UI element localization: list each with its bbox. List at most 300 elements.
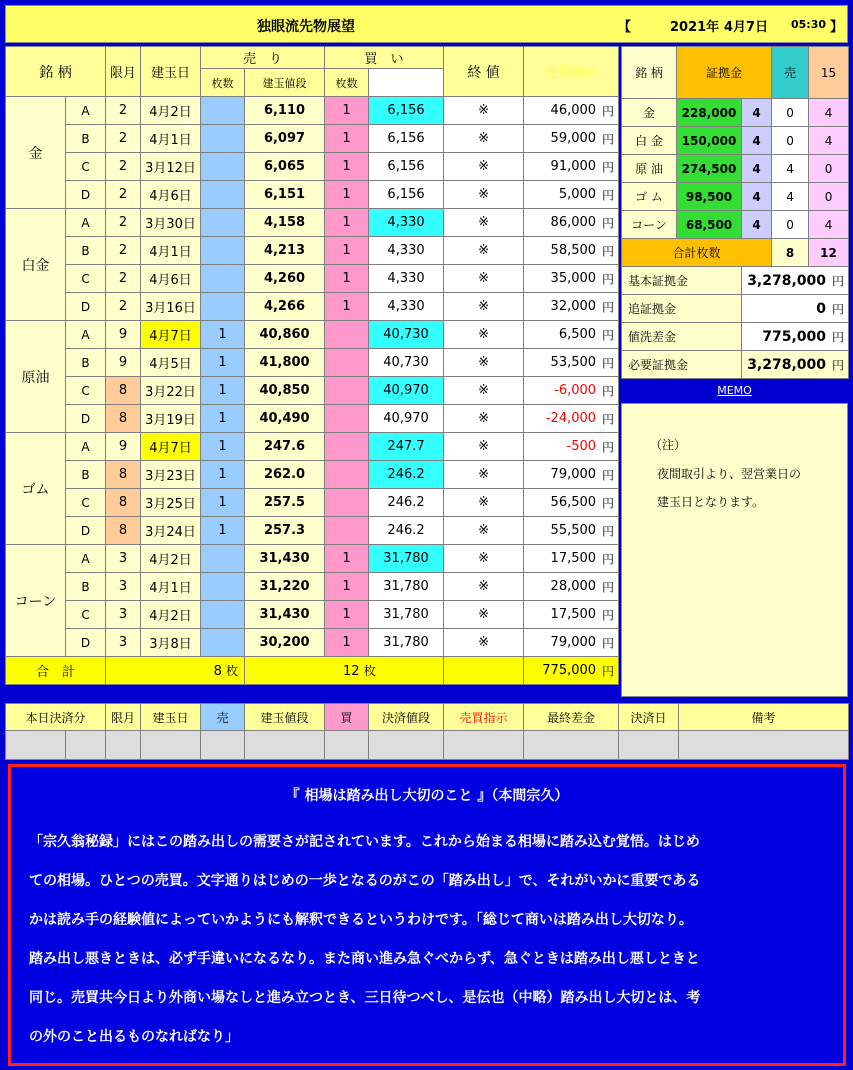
yen-unit: 円: [602, 272, 615, 286]
entry-date: 4月7日: [141, 321, 201, 349]
quote-line: ての相場。ひとつの売買。文字通りはじめの一歩となるのがこの「踏み出し」で、それがいかに重要である: [29, 873, 701, 889]
buy-qty: 1: [325, 265, 369, 293]
header-buy: 買 い: [325, 47, 444, 69]
yen-unit: 円: [602, 412, 615, 426]
contract-month: 8: [106, 489, 141, 517]
yen-unit: 円: [602, 580, 615, 594]
header-sell-qty: 枚数: [201, 69, 245, 97]
sell-qty: 1: [201, 433, 245, 461]
position-row: [6, 293, 619, 321]
position-row: [6, 237, 619, 265]
quote-title: 『 相場は踏み出し大切のこと 』（本間宗久）: [285, 788, 569, 804]
position-row: [6, 461, 619, 489]
contract-month: 2: [106, 125, 141, 153]
sell-qty: [201, 573, 245, 601]
diff-value: 32,000: [550, 299, 597, 314]
header-buy-qty: 枚数: [325, 69, 369, 97]
summary-value: [742, 351, 849, 379]
settlement-header: 売: [201, 704, 245, 731]
close-price: 4,330: [369, 237, 444, 265]
buy-qty: 1: [325, 293, 369, 321]
close-price: 31,780: [369, 629, 444, 657]
yen-unit: 円: [832, 274, 845, 288]
commodity-name: 金: [6, 97, 66, 209]
sell-qty: 1: [201, 349, 245, 377]
sell-qty: [201, 237, 245, 265]
contract-month: 8: [106, 377, 141, 405]
position-row: [6, 125, 619, 153]
summary-amount: 0: [816, 300, 827, 317]
quote-body: [29, 823, 829, 1057]
settlement-cell[interactable]: [245, 731, 325, 760]
trade-signal: ※: [444, 97, 524, 125]
entry-price: 31,430: [245, 601, 325, 629]
contract-label: B: [66, 461, 106, 489]
position-row: [6, 181, 619, 209]
mark-to-market: [524, 153, 619, 181]
diff-value: 46,000: [550, 103, 597, 118]
entry-price: 4,213: [245, 237, 325, 265]
yen-unit: 円: [602, 300, 615, 314]
diff-value: 56,500: [550, 495, 597, 510]
buy-qty: [325, 321, 369, 349]
bracket-open: 【: [618, 20, 632, 35]
entry-date: 3月24日: [141, 517, 201, 545]
entry-price: 4,158: [245, 209, 325, 237]
yen-unit: 円: [602, 356, 615, 370]
contract-label: C: [66, 377, 106, 405]
diff-value: 86,000: [550, 215, 597, 230]
margin-count: 4: [742, 211, 772, 239]
sell-qty: 1: [201, 461, 245, 489]
diff-value: 91,000: [550, 159, 597, 174]
diff-value: -500: [566, 439, 597, 454]
entry-price: 31,430: [245, 545, 325, 573]
contract-month: 2: [106, 265, 141, 293]
diff-value: -6,000: [554, 383, 597, 398]
total-label: 合 計: [6, 657, 106, 685]
sell-qty: 1: [201, 405, 245, 433]
settlement-header: 建玉値段: [245, 704, 325, 731]
settlement-cell[interactable]: [325, 731, 369, 760]
buy-qty: 1: [325, 601, 369, 629]
contract-month: 2: [106, 181, 141, 209]
trade-signal: ※: [444, 629, 524, 657]
buy-qty: 1: [325, 125, 369, 153]
mark-to-market: [524, 461, 619, 489]
entry-date: 4月2日: [141, 97, 201, 125]
mark-to-market: [524, 125, 619, 153]
memo-link[interactable]: MEMO: [717, 384, 752, 397]
entry-date: 4月2日: [141, 545, 201, 573]
close-price: 6,156: [369, 153, 444, 181]
entry-date: 4月6日: [141, 265, 201, 293]
mark-to-market: [524, 601, 619, 629]
contract-month: 8: [106, 517, 141, 545]
close-price: 246.2: [369, 489, 444, 517]
margin-buy: 0: [809, 155, 849, 183]
entry-date: 3月19日: [141, 405, 201, 433]
summary-label: 必要証拠金: [622, 351, 742, 379]
yen-unit: 円: [602, 636, 615, 650]
close-price: 246.2: [369, 517, 444, 545]
entry-price: 247.6: [245, 433, 325, 461]
entry-price: 262.0: [245, 461, 325, 489]
position-row: [6, 377, 619, 405]
entry-price: 4,260: [245, 265, 325, 293]
margin-summary-row: [622, 351, 849, 379]
diff-value: 79,000: [550, 635, 597, 650]
mark-to-market: [524, 321, 619, 349]
buy-qty: 1: [325, 97, 369, 125]
entry-price: 6,065: [245, 153, 325, 181]
mark-to-market: [524, 629, 619, 657]
memo-panel: [621, 403, 848, 697]
entry-date: 4月1日: [141, 125, 201, 153]
yen-unit: 円: [602, 608, 615, 622]
header-sell: 売 り: [201, 47, 325, 69]
yen-unit: 円: [602, 524, 615, 538]
summary-label: 追証拠金: [622, 295, 742, 323]
margin-row: [622, 155, 849, 183]
yen-unit: 円: [602, 188, 615, 202]
summary-value: [742, 323, 849, 351]
side-header-sell: 売: [772, 47, 809, 99]
margin-buy: 0: [809, 183, 849, 211]
close-price: 31,780: [369, 573, 444, 601]
settlement-cell[interactable]: [619, 731, 679, 760]
position-row: [6, 433, 619, 461]
trade-signal: ※: [444, 489, 524, 517]
margin-commodity: 金: [622, 99, 677, 127]
settlement-header: 最終差金: [524, 704, 619, 731]
entry-price: 31,220: [245, 573, 325, 601]
diff-value: 58,500: [550, 243, 597, 258]
bracket-close: 】: [830, 20, 844, 35]
margin-sell: 0: [772, 211, 809, 239]
contract-label: D: [66, 517, 106, 545]
mark-to-market: [524, 545, 619, 573]
buy-qty: [325, 517, 369, 545]
settlement-header: 建玉日: [141, 704, 201, 731]
yen-unit: 円: [602, 552, 615, 566]
total-sell-qty: 8: [213, 664, 222, 679]
side-header-count: 15: [809, 47, 849, 99]
entry-date: 3月30日: [141, 209, 201, 237]
total-buy: [245, 657, 444, 685]
settlement-cell[interactable]: [444, 731, 524, 760]
entry-date: 4月7日: [141, 433, 201, 461]
mark-to-market: [524, 489, 619, 517]
commodity-name: 白金: [6, 209, 66, 321]
buy-qty: 1: [325, 181, 369, 209]
entry-price: 40,490: [245, 405, 325, 433]
close-price: 247.7: [369, 433, 444, 461]
contract-month: 2: [106, 293, 141, 321]
trade-signal: ※: [444, 125, 524, 153]
close-price: 6,156: [369, 97, 444, 125]
buy-qty: [325, 461, 369, 489]
summary-value: [742, 267, 849, 295]
position-row: [6, 601, 619, 629]
settlement-cell[interactable]: [524, 731, 619, 760]
settlement-cell[interactable]: [66, 731, 106, 760]
sell-qty: 1: [201, 321, 245, 349]
sell-qty: [201, 601, 245, 629]
header-entry-price: 建玉値段: [245, 69, 325, 97]
trade-signal: ※: [444, 209, 524, 237]
position-row: [6, 489, 619, 517]
mark-to-market: [524, 433, 619, 461]
buy-qty: 1: [325, 209, 369, 237]
yen-unit: 円: [602, 440, 615, 454]
position-row: [6, 349, 619, 377]
buy-qty: 1: [325, 237, 369, 265]
margin-sell: 0: [772, 99, 809, 127]
quote-line: 同じ。売買共今日より外商い場なしと進み立つとき、三日待つべし、是伝也（中略）踏み出し大切とは、考: [29, 990, 701, 1006]
time-display: 05:30: [791, 18, 827, 31]
margin-commodity: コーン: [622, 211, 677, 239]
settlement-header: 本日決済分: [6, 704, 106, 731]
close-price: 6,156: [369, 125, 444, 153]
entry-date: 4月6日: [141, 181, 201, 209]
entry-date: 3月23日: [141, 461, 201, 489]
contract-label: A: [66, 97, 106, 125]
position-row: [6, 405, 619, 433]
positions-table: [5, 46, 619, 685]
position-row: [6, 545, 619, 573]
yen-unit: 円: [602, 468, 615, 482]
entry-date: 4月1日: [141, 237, 201, 265]
trade-signal: ※: [444, 405, 524, 433]
contract-month: 9: [106, 321, 141, 349]
summary-label: 値洗差金: [622, 323, 742, 351]
contract-month: 9: [106, 349, 141, 377]
header-name: 銘 柄: [6, 47, 106, 97]
buy-qty: [325, 349, 369, 377]
summary-amount: 3,278,000: [747, 272, 827, 289]
buy-qty: [325, 377, 369, 405]
settlement-header: 買: [325, 704, 369, 731]
contract-month: 2: [106, 237, 141, 265]
trade-signal: ※: [444, 517, 524, 545]
close-price: 4,330: [369, 265, 444, 293]
entry-price: 40,860: [245, 321, 325, 349]
settlement-cell[interactable]: [6, 731, 66, 760]
total-diff-unit: 円: [602, 664, 615, 678]
close-price: 4,330: [369, 293, 444, 321]
margin-sell: 4: [772, 183, 809, 211]
contract-label: C: [66, 601, 106, 629]
entry-date: 4月5日: [141, 349, 201, 377]
mark-to-market: [524, 265, 619, 293]
close-price: 6,156: [369, 181, 444, 209]
sell-qty: [201, 629, 245, 657]
position-row: [6, 517, 619, 545]
summary-amount: 775,000: [762, 328, 827, 345]
total-buy-unit: 枚: [363, 664, 376, 678]
buy-qty: 1: [325, 153, 369, 181]
settlement-header: 決済値段: [369, 704, 444, 731]
memo-line-2: 建玉日となります。: [657, 495, 765, 509]
yen-unit: 円: [602, 216, 615, 230]
close-price: 40,730: [369, 321, 444, 349]
buy-qty: [325, 433, 369, 461]
sell-qty: [201, 125, 245, 153]
title-bar: [5, 5, 848, 43]
position-row: [6, 209, 619, 237]
contract-label: D: [66, 181, 106, 209]
buy-qty: 1: [325, 573, 369, 601]
contract-label: D: [66, 405, 106, 433]
entry-price: 30,200: [245, 629, 325, 657]
mark-to-market: [524, 237, 619, 265]
margin-amount: 98,500: [677, 183, 742, 211]
margin-row: [622, 127, 849, 155]
margin-buy: 4: [809, 127, 849, 155]
diff-value: 79,000: [550, 467, 597, 482]
memo-note: （注）: [650, 438, 687, 452]
close-price: 40,730: [369, 349, 444, 377]
settlement-header: 限月: [106, 704, 141, 731]
buy-qty: 1: [325, 629, 369, 657]
position-row: [6, 265, 619, 293]
sell-qty: [201, 181, 245, 209]
margin-commodity: ゴ ム: [622, 183, 677, 211]
position-row: [6, 153, 619, 181]
entry-price: 40,850: [245, 377, 325, 405]
margin-commodity: 原 油: [622, 155, 677, 183]
entry-date: 3月16日: [141, 293, 201, 321]
diff-value: -24,000: [545, 411, 597, 426]
total-row: [6, 657, 619, 685]
margin-total-label: 合計枚数: [622, 239, 772, 267]
trade-signal: ※: [444, 153, 524, 181]
quote-line: 「宗久翁秘録」にはこの踏み出しの需要さが記されています。これから始まる相場に踏み込む覚悟。はじめ: [29, 834, 700, 850]
trade-signal: ※: [444, 293, 524, 321]
diff-value: 35,000: [550, 271, 597, 286]
contract-month: 2: [106, 209, 141, 237]
sell-qty: 1: [201, 517, 245, 545]
contract-label: B: [66, 573, 106, 601]
margin-amount: 150,000: [677, 127, 742, 155]
entry-price: 6,110: [245, 97, 325, 125]
diff-value: 6,500: [558, 327, 597, 342]
date-day: 4月7日: [724, 20, 769, 35]
entry-date: 4月1日: [141, 573, 201, 601]
entry-date: 3月8日: [141, 629, 201, 657]
buy-qty: 1: [325, 545, 369, 573]
close-price: 31,780: [369, 601, 444, 629]
summary-amount: 3,278,000: [747, 356, 827, 373]
contract-month: 3: [106, 601, 141, 629]
trade-signal: ※: [444, 433, 524, 461]
settlement-header: 備考: [679, 704, 849, 731]
quote-line: かは読み手の経験値によっていかようにも解釈できるというわけです。「総じて商いは踏み出し大切なり。: [29, 912, 693, 928]
diff-value: 53,500: [550, 355, 597, 370]
mark-to-market: [524, 349, 619, 377]
quote-line: の外のこと出るものなればなり」: [29, 1029, 239, 1045]
mark-to-market: [524, 377, 619, 405]
margin-total-row: [622, 239, 849, 267]
margin-count: 4: [742, 127, 772, 155]
margin-total-buy: 12: [809, 239, 849, 267]
quote-box: [8, 764, 846, 1066]
trade-signal: ※: [444, 377, 524, 405]
side-header-name: 銘 柄: [622, 47, 677, 99]
date-year: 2021年: [670, 20, 720, 35]
header-close: 終 値: [444, 47, 524, 97]
yen-unit: 円: [602, 328, 615, 342]
margin-buy: 4: [809, 211, 849, 239]
sell-qty: [201, 209, 245, 237]
diff-value: 5,000: [558, 187, 597, 202]
margin-count: 4: [742, 183, 772, 211]
contract-label: B: [66, 349, 106, 377]
page-title: 独眼流先物展望: [257, 19, 355, 35]
entry-date: 3月12日: [141, 153, 201, 181]
quote-line: 踏み出し悪きときは、必ず手違いになるなり。また商い進み急ぐべからず、急ぐときは踏み出し悪しときと: [29, 951, 700, 967]
settlement-cell[interactable]: [106, 731, 141, 760]
header-signal[interactable]: 売買指示: [524, 47, 619, 97]
trade-signal: ※: [444, 265, 524, 293]
buy-qty: [325, 405, 369, 433]
settlement-cell[interactable]: [201, 731, 245, 760]
settlement-cell[interactable]: [369, 731, 444, 760]
margin-buy: 4: [809, 99, 849, 127]
total-diff-value: 775,000: [542, 663, 597, 678]
trade-signal: ※: [444, 349, 524, 377]
contract-label: B: [66, 237, 106, 265]
position-row: [6, 629, 619, 657]
contract-label: D: [66, 629, 106, 657]
contract-month: 3: [106, 545, 141, 573]
mark-to-market: [524, 97, 619, 125]
memo-line-1: 夜間取引より、翌営業日の: [657, 467, 802, 481]
sell-qty: [201, 97, 245, 125]
contract-label: A: [66, 321, 106, 349]
contract-label: D: [66, 293, 106, 321]
margin-summary-row: [622, 295, 849, 323]
contract-label: C: [66, 153, 106, 181]
trade-signal: ※: [444, 545, 524, 573]
buy-qty: [325, 489, 369, 517]
contract-month: 2: [106, 97, 141, 125]
mark-to-market: [524, 405, 619, 433]
mark-to-market: [524, 209, 619, 237]
mark-to-market: [524, 293, 619, 321]
sell-qty: 1: [201, 377, 245, 405]
yen-unit: 円: [602, 384, 615, 398]
position-row: [6, 573, 619, 601]
entry-date: 3月25日: [141, 489, 201, 517]
contract-label: B: [66, 125, 106, 153]
entry-price: 257.3: [245, 517, 325, 545]
margin-sell: 4: [772, 155, 809, 183]
total-sell-unit: 枚: [226, 664, 239, 678]
entry-price: 6,097: [245, 125, 325, 153]
entry-price: 257.5: [245, 489, 325, 517]
contract-month: 3: [106, 629, 141, 657]
contract-month: 3: [106, 573, 141, 601]
yen-unit: 円: [602, 132, 615, 146]
margin-summary-row: [622, 323, 849, 351]
diff-value: 28,000: [550, 579, 597, 594]
contract-month: 8: [106, 461, 141, 489]
settlement-cell[interactable]: [679, 731, 849, 760]
entry-price: 4,266: [245, 293, 325, 321]
settlement-cell[interactable]: [141, 731, 201, 760]
